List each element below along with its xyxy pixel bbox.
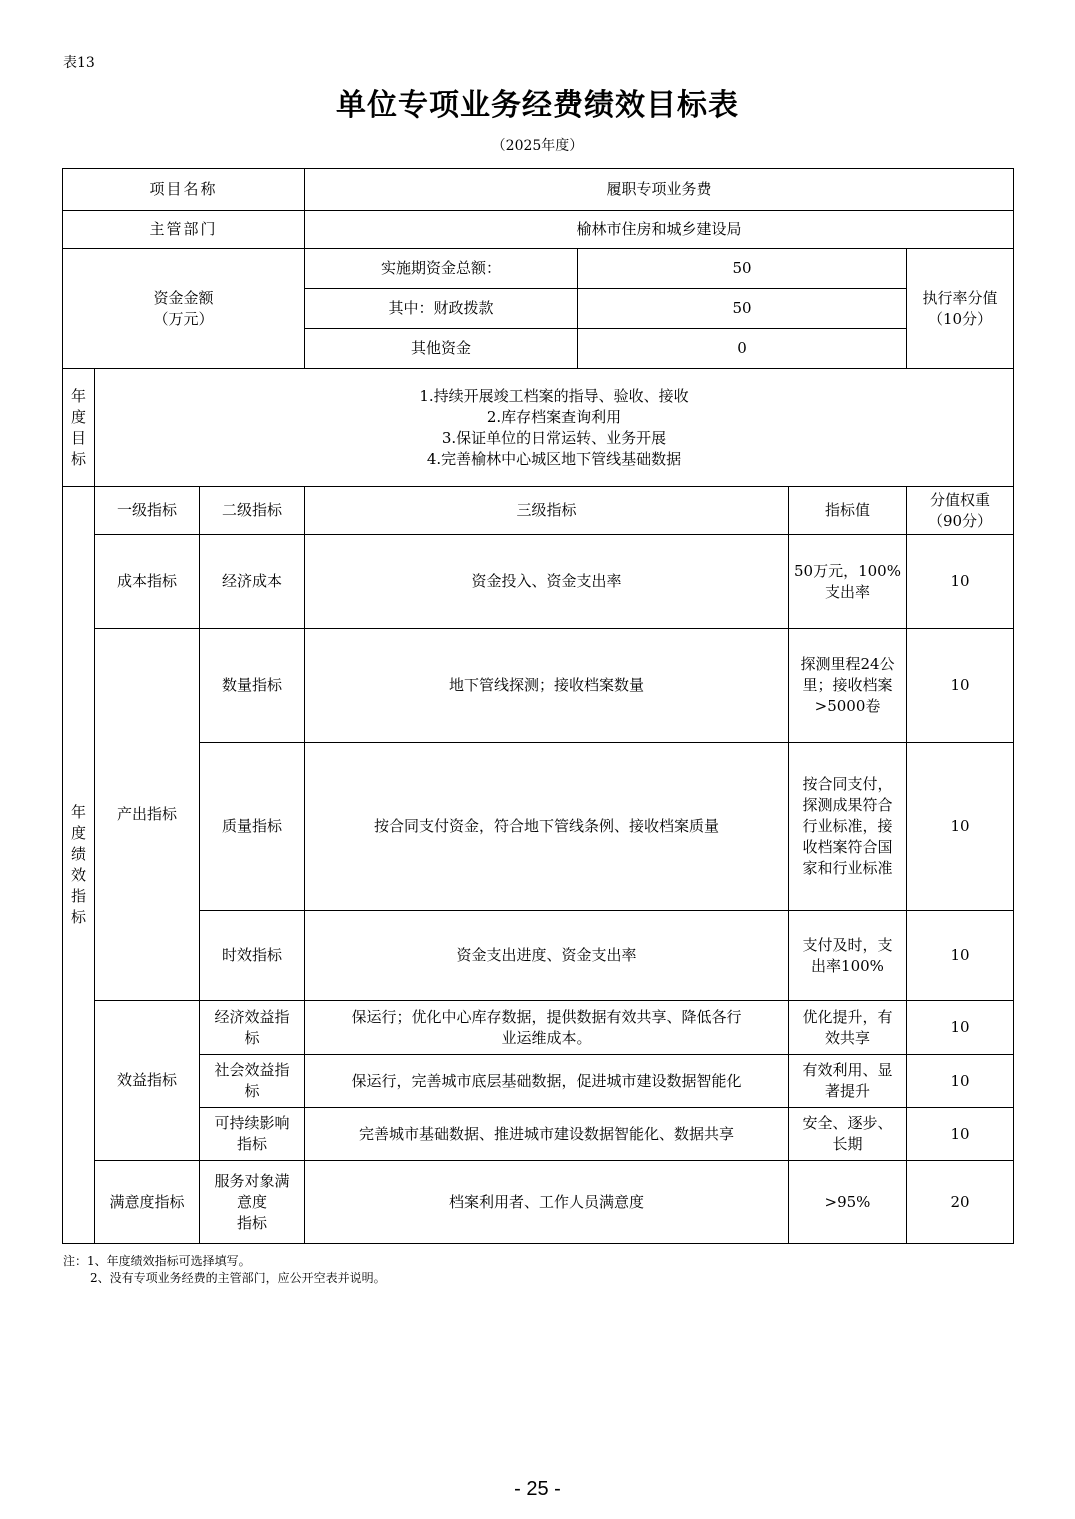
timeliness-level2: 时效指标 xyxy=(200,911,305,1001)
value-line: 有效利用、显 xyxy=(802,1061,893,1079)
funds-fiscal-value: 50 xyxy=(578,289,907,329)
project-name-value: 履职专项业务费 xyxy=(305,169,1014,211)
funds-other-label: 其他资金 xyxy=(305,329,578,369)
funds-other-value: 0 xyxy=(578,329,907,369)
annual-goal-char: 标 xyxy=(70,449,86,468)
level2-line: 可持续影响 xyxy=(214,1114,290,1132)
funds-fiscal-label: 其中：财政拨款 xyxy=(305,289,578,329)
benefit-level1: 效益指标 xyxy=(95,1001,200,1161)
satisfaction-score: 20 xyxy=(907,1161,1014,1244)
level2-line: 服务对象满 xyxy=(214,1171,290,1190)
funds-total-value: 50 xyxy=(578,249,907,289)
header-weight xyxy=(907,487,1014,535)
section-char: 指 xyxy=(70,887,86,905)
value-line: 行业标准，接 xyxy=(802,817,893,835)
quality-score: 10 xyxy=(907,743,1014,911)
economic-score: 10 xyxy=(907,1001,1014,1055)
section-char: 年 xyxy=(70,803,86,821)
department-row xyxy=(63,211,1014,249)
annual-performance-label xyxy=(63,487,95,1244)
section-char: 绩 xyxy=(70,845,86,863)
header-value: 指标值 xyxy=(789,487,907,535)
funds-total-row xyxy=(63,249,1014,289)
level2-line: 标 xyxy=(244,1082,260,1100)
value-line: >5000卷 xyxy=(814,697,881,715)
funds-total-label: 实施期资金总额： xyxy=(305,249,578,289)
level2-line: 意度 xyxy=(236,1192,267,1211)
value-line: 长期 xyxy=(832,1135,863,1153)
timeliness-level3: 资金支出进度、资金支出率 xyxy=(305,911,789,1001)
social-benefit-row xyxy=(63,1055,1014,1108)
output-level1: 产出指标 xyxy=(95,629,200,1001)
execution-rate-score xyxy=(907,249,1014,369)
level2-line: 标 xyxy=(244,1028,260,1047)
timeliness-indicator-row xyxy=(63,911,1014,1001)
department-value: 榆林市住房和城乡建设局 xyxy=(305,211,1014,249)
economic-value xyxy=(789,1001,907,1055)
social-level2 xyxy=(200,1055,305,1108)
timeliness-value xyxy=(789,911,907,1001)
satisfaction-value: >95% xyxy=(789,1161,907,1244)
cost-level1: 成本指标 xyxy=(95,535,200,629)
indicator-header-row xyxy=(63,487,1014,535)
department-label: 主管部门 xyxy=(63,211,305,249)
header-level3: 三级指标 xyxy=(305,487,789,535)
value-line: 家和行业标准 xyxy=(802,859,893,877)
annual-goal-label xyxy=(63,369,95,487)
fiscal-year: （2025年度） xyxy=(491,138,584,154)
funds-label-text: 资金金额 xyxy=(153,288,214,307)
execution-rate-points: （10分） xyxy=(927,309,993,328)
page-title: 单位专项业务经费绩效目标表 xyxy=(336,88,739,123)
annual-goal-char: 年 xyxy=(70,386,86,405)
cost-level3: 资金投入、资金支出率 xyxy=(305,535,789,629)
value-line: 探测里程24公 xyxy=(800,655,895,673)
quality-level2: 质量指标 xyxy=(200,743,305,911)
annual-goal-char: 度 xyxy=(70,407,86,426)
quantity-level3: 地下管线探测；接收档案数量 xyxy=(305,629,789,743)
sustain-level2 xyxy=(200,1108,305,1161)
value-line: 支出率 xyxy=(824,582,870,601)
project-name-label: 项目名称 xyxy=(63,169,305,211)
section-char: 标 xyxy=(70,908,86,926)
sustain-score: 10 xyxy=(907,1108,1014,1161)
section-char: 度 xyxy=(70,824,86,842)
value-line: 效共享 xyxy=(824,1028,870,1047)
quantity-level2: 数量指标 xyxy=(200,629,305,743)
footnote-2: 2、没有专项业务经费的主管部门，应公开空表并说明。 xyxy=(90,1271,386,1285)
level3-line: 业运维成本。 xyxy=(501,1028,592,1047)
page-number: - 25 - xyxy=(514,1478,561,1500)
header-level2: 二级指标 xyxy=(200,487,305,535)
cost-level2: 经济成本 xyxy=(200,535,305,629)
execution-rate-label: 执行率分值 xyxy=(922,288,998,307)
social-value xyxy=(789,1055,907,1108)
satisfaction-level3: 档案利用者、工作人员满意度 xyxy=(305,1161,789,1244)
quality-indicator-row xyxy=(63,743,1014,911)
header-level1: 一级指标 xyxy=(95,487,200,535)
economic-level2 xyxy=(200,1001,305,1055)
footnote-1: 注：1、年度绩效指标可选择填写。 xyxy=(63,1254,251,1268)
level2-line: 指标 xyxy=(236,1135,267,1153)
economic-level3 xyxy=(305,1001,789,1055)
value-line: 收档案符合国 xyxy=(802,838,893,856)
cost-value xyxy=(789,535,907,629)
level2-line: 指标 xyxy=(236,1213,267,1232)
value-line: 里；接收档案 xyxy=(802,676,893,694)
quantity-score: 10 xyxy=(907,629,1014,743)
quality-level3: 按合同支付资金，符合地下管线条例、接收档案质量 xyxy=(305,743,789,911)
header-weight-line: （90分） xyxy=(927,511,993,530)
sustain-value xyxy=(789,1108,907,1161)
project-name-row xyxy=(63,169,1014,211)
funds-amount-label xyxy=(63,249,305,369)
sustain-benefit-row xyxy=(63,1108,1014,1161)
value-line: 安全、逐步、 xyxy=(802,1114,893,1132)
value-line: 著提升 xyxy=(824,1082,870,1100)
timeliness-score: 10 xyxy=(907,911,1014,1001)
goal-item: 4.完善榆林中心城区地下管线基础数据 xyxy=(426,449,682,468)
cost-score: 10 xyxy=(907,535,1014,629)
value-line: 出率100% xyxy=(811,956,884,975)
economic-benefit-row xyxy=(63,1001,1014,1055)
table-number: 表13 xyxy=(63,55,95,71)
quantity-indicator-row xyxy=(63,629,1014,743)
goal-item: 1.持续开展竣工档案的指导、验收、接收 xyxy=(419,386,689,405)
social-level3: 保运行，完善城市底层基础数据，促进城市建设数据智能化 xyxy=(305,1055,789,1108)
value-line: 按合同支付， xyxy=(802,775,893,793)
satisfaction-level2 xyxy=(200,1161,305,1244)
goal-item: 2.库存档案查询利用 xyxy=(486,407,622,426)
sustain-level3: 完善城市基础数据、推进城市建设数据智能化、数据共享 xyxy=(305,1108,789,1161)
level3-line: 保运行；优化中心库存数据，提供数据有效共享、降低各行 xyxy=(351,1007,742,1026)
value-line: 50万元，100% xyxy=(794,561,901,580)
performance-target-table xyxy=(62,168,1014,1244)
annual-goal-char: 目 xyxy=(70,428,86,447)
section-char: 效 xyxy=(70,866,86,884)
funds-unit-text: （万元） xyxy=(153,309,214,328)
goal-item: 3.保证单位的日常运转、业务开展 xyxy=(441,428,667,447)
quality-value xyxy=(789,743,907,911)
quantity-value xyxy=(789,629,907,743)
annual-goal-row xyxy=(63,369,1014,487)
annual-goal-content xyxy=(95,369,1014,487)
satisfaction-row xyxy=(63,1161,1014,1244)
value-line: 优化提升，有 xyxy=(802,1007,893,1026)
cost-indicator-row xyxy=(63,535,1014,629)
value-line: 支付及时，支 xyxy=(802,935,893,954)
header-weight-line: 分值权重 xyxy=(930,490,991,509)
social-score: 10 xyxy=(907,1055,1014,1108)
level2-line: 社会效益指 xyxy=(214,1061,290,1079)
footnotes xyxy=(63,1253,386,1287)
level2-line: 经济效益指 xyxy=(214,1007,290,1026)
value-line: 探测成果符合 xyxy=(802,796,893,814)
satisfaction-level1: 满意度指标 xyxy=(95,1161,200,1244)
